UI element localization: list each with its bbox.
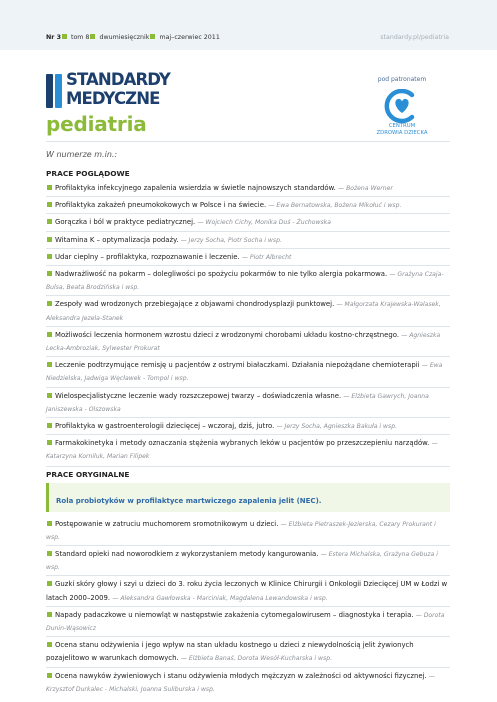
list-item[interactable]: Zespoły wad wrodzonych przebiegające z objawami chondrodysplazji punktowej. — Małgorzata Krajewska-Walasek, Aleksandra Jezela-Stanek	[46, 300, 441, 322]
bullet-square-icon	[47, 185, 52, 190]
logo-line2: MEDYCZNE	[66, 89, 160, 108]
divider	[46, 356, 450, 357]
bullet-square-icon	[150, 34, 155, 39]
bullet-square-icon	[47, 301, 52, 306]
bullet-square-icon	[47, 423, 52, 428]
divider	[46, 387, 450, 388]
bullet-square-icon	[47, 521, 52, 526]
patronage-block	[352, 76, 452, 136]
logo-line1: STANDARDY	[66, 70, 170, 89]
bullet-square-icon	[47, 219, 52, 224]
bullet-square-icon	[90, 34, 95, 39]
divider	[46, 417, 450, 418]
list-item[interactable]: Możliwości leczenia hormonem wzrostu dzieci z wrodzonymi chorobami układu kostno-chrzęstnego. — Agnieszka Lecka-Ambroziak, Sylwester Prokurat	[46, 330, 441, 353]
bullet-square-icon	[47, 237, 52, 242]
patronage-line2: ZDROWIA DZIECKA	[376, 129, 428, 136]
bullet-square-icon	[47, 612, 52, 617]
site-link[interactable]: standardy.pl/pediatria	[380, 34, 449, 41]
section-heading-original: PRACE ORYGINALNE	[46, 469, 130, 479]
czd-heart-logo-icon	[382, 89, 422, 123]
list-item[interactable]: Profilaktyka infekcyjnego zapalenia wsierdzia w świetle najnowszych standardów. — Bożena Werner	[46, 182, 450, 195]
list-item[interactable]: Witamina K – optymalizacja podaży. — Jerzy Socha, Piotr Socha i wsp.	[46, 234, 450, 247]
issue-date: maj–czerwiec 2011	[159, 34, 220, 41]
bullet-square-icon	[47, 673, 52, 678]
bullet-square-icon	[47, 202, 52, 207]
bullet-square-icon	[47, 581, 52, 586]
list-item[interactable]: Wielospecjalistyczne leczenie wady rozszczepowej twarzy – doświadczenia własne. — Elżbieta Gawrych, Joanna Janiszewska - Olszowska	[46, 391, 429, 413]
divider	[46, 466, 450, 467]
divider	[46, 295, 450, 296]
divider	[46, 434, 450, 435]
bullet-square-icon	[47, 393, 52, 398]
divider	[46, 248, 450, 249]
contents-list	[46, 166, 450, 696]
review-articles	[46, 182, 450, 464]
list-item[interactable]: Profilaktyka w gastroenterologii dziecięcej – wczoraj, dziś, jutro. — Jerzy Socha, Agnieszka Bakuła i wsp.	[46, 420, 450, 433]
list-item[interactable]: Udar cieplny – profilaktyka, rozpoznawanie i leczenie. — Piotr Albrecht	[46, 251, 450, 264]
list-item[interactable]: Ocena stanu odżywienia i jego wpływ na stan układu kostnego u dzieci z niewydolnością jelit żywionych pozajelitowo w warunkach domowych. — Elżbieta Banaś, Dorota Wesół-Kucharska i wsp.	[46, 641, 414, 663]
divider	[46, 196, 450, 197]
issue-info	[46, 34, 220, 41]
divider	[46, 231, 450, 232]
original-articles	[46, 518, 450, 696]
bullet-square-icon	[47, 362, 52, 367]
issue-frequency: dwumiesięcznik	[99, 34, 150, 41]
list-item[interactable]: Farmakokinetyka i metody oznaczania stężenia wybranych leków u pacjentów po przeszczepieniu narządów. — Katarzyna Korniluk, Marian Filipek	[46, 439, 438, 461]
divider	[46, 667, 450, 668]
bullet-square-icon	[47, 332, 52, 337]
list-item[interactable]: Nadwrażliwość na pokarm – dolegliwości po spożyciu pokarmów to nie tylko alergia pokarmowa. — Grażyna Czaja-Bulsa, Beata Brodzińska i wsp.	[46, 270, 444, 292]
list-item[interactable]: Ocena nawyków żywieniowych i stanu odżywienia młodych mężczyzn w zależności od aktywności fizycznej. — Krzysztof Durkalec - Michalski, Joanna Suliburska i wsp.	[46, 671, 436, 693]
highlighted-article[interactable]: Rola probiotyków w profilaktyce martwiczego zapalenia jelit (NEC).	[46, 483, 450, 512]
divider	[46, 326, 450, 327]
divider	[46, 265, 450, 266]
list-item[interactable]: Guzki skóry głowy i szyi u dzieci do 3. roku życia leczonych w Klinice Chirurgii i Onkologii Dziecięcej UM w Łodzi w latach 2000–2009. — Aleksandra Gawłowska - Marciniak, Magdalena Lewandowska i wsp.	[46, 580, 448, 602]
issue-volume: tom 8	[70, 34, 90, 41]
patronage-line1: CENTRUM	[388, 123, 416, 129]
list-item[interactable]: Gorączka i ból w praktyce pediatrycznej. — Wojciech Cichy, Monika Duś - Żuchowska	[46, 216, 450, 229]
standardy-medyczne-logo	[46, 72, 196, 110]
journal-subtitle: pediatria	[46, 112, 147, 136]
issue-header-bar	[0, 0, 497, 50]
list-item[interactable]: Napady padaczkowe u niemowląt w następstwie zakażenia cytomegalowirusem – diagnostyka i terapia. — Dorota Dunin-Wąsowicz	[46, 610, 445, 633]
divider	[46, 636, 450, 637]
list-item[interactable]: Profilaktyka zakażeń pneumokokowych w Polsce i na świecie. — Ewa Bernatowska, Bożena Mikołuć i wsp.	[46, 199, 450, 212]
list-item[interactable]: Postępowanie w zatruciu muchomorem sromotnikowym u dzieci. — Elżbieta Pietraszek-Jezierska, Cezary Prokurant i wsp.	[46, 519, 436, 541]
bullet-square-icon	[62, 34, 67, 39]
bullet-square-icon	[47, 440, 52, 445]
logo-mark-icon	[46, 74, 64, 108]
section-heading-review: PRACE POGLĄDOWE	[46, 169, 130, 178]
list-item[interactable]: Leczenie podtrzymujące remisję u pacjentów z ostrymi białaczkami. Działania niepożądane chemioterapii — Ewa Niedzielska, Jadwiga Węcławek - Tompol i wsp.	[46, 361, 443, 383]
list-item[interactable]: Standard opieki nad noworodkiem z wykorzystaniem metody kangurowania. — Estera Michalska, Grażyna Gebuza i wsp.	[46, 550, 438, 572]
divider	[46, 213, 450, 214]
bullet-square-icon	[47, 642, 52, 647]
issue-number: Nr 3	[46, 34, 61, 41]
divider	[46, 606, 450, 607]
bullet-square-icon	[47, 271, 52, 276]
bullet-square-icon	[47, 254, 52, 259]
bullet-square-icon	[47, 551, 52, 556]
divider	[46, 141, 450, 142]
divider	[46, 575, 450, 576]
divider	[46, 545, 450, 546]
intro-text: W numerze m.in.:	[46, 150, 118, 159]
patronage-label: pod patronatem	[377, 76, 427, 83]
